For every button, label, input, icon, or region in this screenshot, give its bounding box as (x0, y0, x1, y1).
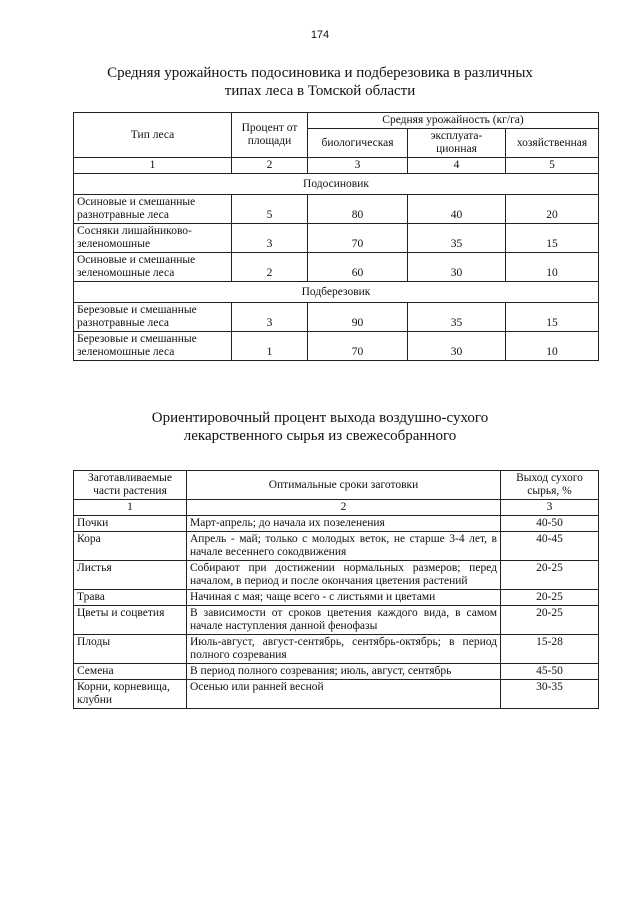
forest-type-cell: Березовые и смешанные зеленомошные леса (74, 332, 232, 361)
bio-cell: 90 (308, 303, 408, 332)
yield-cell: 45-50 (501, 664, 599, 680)
table-row (74, 664, 599, 680)
econ-cell: 20 (506, 195, 599, 224)
part-cell: Цветы и соцветия (74, 606, 187, 635)
econ-cell: 15 (506, 224, 599, 253)
table1-title-line1: Средняя урожайность подосиновика и подберезовика в различных (107, 65, 533, 81)
col-number: 4 (408, 158, 506, 174)
part-cell: Плоды (74, 635, 187, 664)
table-row (74, 253, 599, 282)
header-forest-type: Тип леса (74, 113, 232, 158)
forest-type-cell: Березовые и смешанные разнотравные леса (74, 303, 232, 332)
timing-cell: Начиная с мая; чаще всего - с листьями и цветами (187, 590, 501, 606)
section-header: Подберезовик (74, 282, 599, 303)
table2-title-line1: Ориентировочный процент выхода воздушно-сухого (151, 410, 489, 426)
part-cell: Трава (74, 590, 187, 606)
table-row (74, 332, 599, 361)
timing-cell: Собирают при достижении нормальных размеров; перед началом, в период и после окончания цветения растений (187, 561, 501, 590)
page-number: 174 (310, 29, 330, 41)
expl-cell: 35 (408, 224, 506, 253)
col-number: 3 (308, 158, 408, 174)
column-numbers-row (74, 500, 599, 516)
header-area-percent: Процент от площади (232, 113, 308, 158)
yield-cell: 20-25 (501, 561, 599, 590)
table2-title-line2: лекарственного сырья из свежесобранного (183, 428, 457, 444)
bio-cell: 70 (308, 224, 408, 253)
forest-type-cell: Осиновые и смешанные разнотравные леса (74, 195, 232, 224)
table-row (74, 516, 599, 532)
part-cell: Кора (74, 532, 187, 561)
yield-cell: 30-35 (501, 680, 599, 709)
forest-type-cell: Сосняки лишайниково- зеленомошные (74, 224, 232, 253)
expl-cell: 30 (408, 253, 506, 282)
part-cell: Почки (74, 516, 187, 532)
table-row (74, 635, 599, 664)
header-biological: биологическая (308, 129, 408, 158)
timing-cell: Март-апрель; до начала их позеленения (187, 516, 501, 532)
table-row (74, 590, 599, 606)
col-number: 2 (187, 500, 501, 516)
table1-title-line2: типах леса в Томской области (224, 83, 416, 99)
econ-cell: 15 (506, 303, 599, 332)
table-row (74, 303, 599, 332)
yield-cell: 40-45 (501, 532, 599, 561)
header-exploitation-line1: эксплуата- (430, 130, 483, 142)
header-exploitation (408, 129, 506, 158)
mushroom-yield-table (73, 112, 599, 361)
table-row (74, 680, 599, 709)
col-number: 5 (506, 158, 599, 174)
area-cell: 3 (232, 303, 308, 332)
table2-title (70, 409, 570, 445)
col-number: 2 (232, 158, 308, 174)
timing-cell: Апрель - май; только с молодых веток, не старше 3-4 лет, в начале весеннего сокодвижения (187, 532, 501, 561)
part-cell: Корни, корневища, клубни (74, 680, 187, 709)
header-dry-yield: Выход сухого сырья, % (501, 471, 599, 500)
part-cell: Листья (74, 561, 187, 590)
yield-cell: 40-50 (501, 516, 599, 532)
header-exploitation-line2: ционная (436, 143, 477, 155)
col-number: 1 (74, 500, 187, 516)
timing-cell: В зависимости от сроков цветения каждого вида, в самом начале наступления данной фенофазы (187, 606, 501, 635)
section-header: Подосиновик (74, 174, 599, 195)
area-cell: 2 (232, 253, 308, 282)
area-cell: 5 (232, 195, 308, 224)
area-cell: 3 (232, 224, 308, 253)
timing-cell: Осенью или ранней весной (187, 680, 501, 709)
forest-type-cell: Осиновые и смешанные зеленомошные леса (74, 253, 232, 282)
col-number: 1 (74, 158, 232, 174)
bio-cell: 80 (308, 195, 408, 224)
table-row (74, 606, 599, 635)
area-cell: 1 (232, 332, 308, 361)
expl-cell: 35 (408, 303, 506, 332)
header-plant-parts: Заготавливаемые части растения (74, 471, 187, 500)
timing-cell: Июль-август, август-сентябрь, сентябрь-октябрь; в период полного созревания (187, 635, 501, 664)
header-timing: Оптимальные сроки заготовки (187, 471, 501, 500)
bio-cell: 70 (308, 332, 408, 361)
table-row (74, 561, 599, 590)
bio-cell: 60 (308, 253, 408, 282)
header-avg-yield: Средняя урожайность (кг/га) (308, 113, 599, 129)
econ-cell: 10 (506, 332, 599, 361)
raw-material-yield-table (73, 470, 599, 709)
econ-cell: 10 (506, 253, 599, 282)
table-row (74, 532, 599, 561)
yield-cell: 15-28 (501, 635, 599, 664)
table-row (74, 195, 599, 224)
timing-cell: В период полного созревания; июль, август, сентябрь (187, 664, 501, 680)
expl-cell: 40 (408, 195, 506, 224)
yield-cell: 20-25 (501, 606, 599, 635)
part-cell: Семена (74, 664, 187, 680)
table-row (74, 224, 599, 253)
yield-cell: 20-25 (501, 590, 599, 606)
column-numbers-row (74, 158, 599, 174)
table1-title (70, 64, 570, 100)
header-economic: хозяйственная (506, 129, 599, 158)
col-number: 3 (501, 500, 599, 516)
expl-cell: 30 (408, 332, 506, 361)
